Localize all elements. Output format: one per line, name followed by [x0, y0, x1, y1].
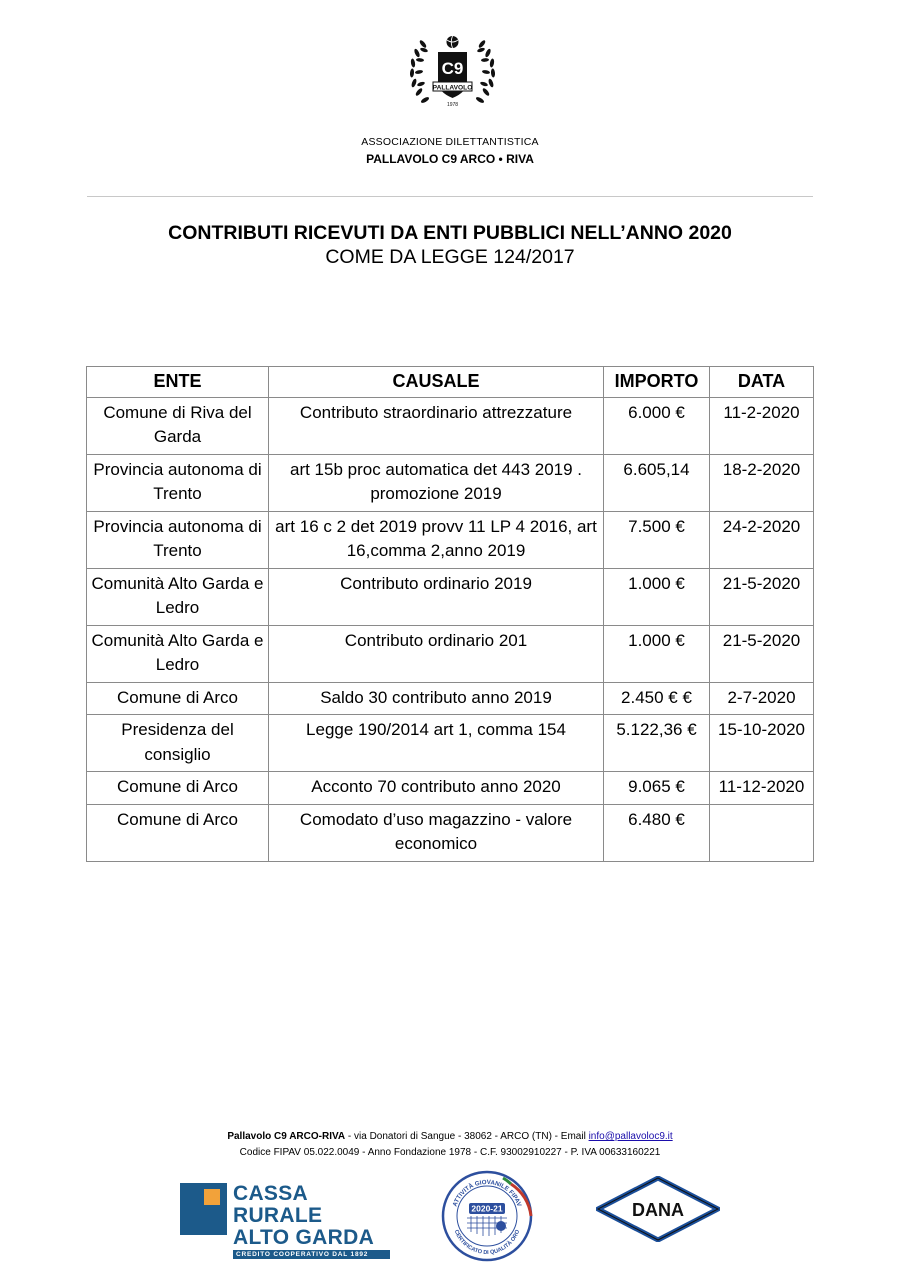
- table-row: [87, 454, 814, 511]
- table-row: [87, 804, 814, 861]
- table-row: [87, 715, 814, 772]
- cell-data: 2-7-2020: [710, 682, 814, 715]
- footer-line-2: Codice FIPAV 05.022.0049 - Anno Fondazione 1978 - C.F. 93002910227 - P. IVA 00633160221: [239, 1147, 661, 1158]
- footer: [0, 1129, 900, 1161]
- document-title: [0, 222, 900, 269]
- fipav-quality-badge: [441, 1170, 533, 1262]
- title-line-2: COME DA LEGGE 124/2017: [325, 246, 575, 268]
- cell-ente: Presidenza del consiglio: [87, 715, 269, 772]
- cell-importo: 1.000 €: [604, 568, 710, 625]
- header-causale: CAUSALE: [269, 367, 604, 398]
- cell-data: 11-2-2020: [710, 397, 814, 454]
- cell-data: 15-10-2020: [710, 715, 814, 772]
- cell-importo: 2.450 € €: [604, 682, 710, 715]
- table-row: [87, 511, 814, 568]
- cell-ente: Provincia autonoma di Trento: [87, 511, 269, 568]
- header-divider: [87, 196, 813, 197]
- footer-email-link[interactable]: info@pallavoloc9.it: [588, 1131, 673, 1142]
- table-header-row: [87, 367, 814, 398]
- footer-address: - via Donatori di Sangue - 38062 - ARCO (TN) - Email: [345, 1131, 589, 1142]
- footer-line-1: [0, 1129, 900, 1145]
- contributions-table: [86, 366, 814, 862]
- cell-ente: Comunità Alto Garda e Ledro: [87, 625, 269, 682]
- cell-causale: Comodato d’uso magazzino - valore economico: [269, 804, 604, 861]
- cell-ente: Comunità Alto Garda e Ledro: [87, 568, 269, 625]
- cell-importo: 7.500 €: [604, 511, 710, 568]
- cell-causale: Acconto 70 contributo anno 2020: [269, 772, 604, 805]
- badge-season: 2020-21: [471, 1203, 503, 1214]
- table-row: [87, 682, 814, 715]
- cell-ente: Comune di Arco: [87, 682, 269, 715]
- cell-importo: 6.000 €: [604, 397, 710, 454]
- header-data: DATA: [710, 367, 814, 398]
- cell-ente: Comune di Arco: [87, 804, 269, 861]
- association-heading: [0, 136, 900, 166]
- cell-ente: Comune di Riva del Garda: [87, 397, 269, 454]
- cassa-line-2: ALTO GARDA: [233, 1226, 375, 1249]
- cell-data: 21-5-2020: [710, 568, 814, 625]
- header-ente: ENTE: [87, 367, 269, 398]
- cell-ente: Comune di Arco: [87, 772, 269, 805]
- dana-logo: [596, 1176, 720, 1242]
- cell-data: [710, 804, 814, 861]
- cell-data: 21-5-2020: [710, 625, 814, 682]
- logo-year: 1978: [446, 102, 459, 108]
- cassa-line-1: CASSA RURALE: [233, 1182, 323, 1227]
- table-row: [87, 397, 814, 454]
- cell-importo: 5.122,36 €: [604, 715, 710, 772]
- cell-causale: Legge 190/2014 art 1, comma 154: [269, 715, 604, 772]
- badge-bottom-text: CERTIFICATO DI QUALITÀ ORO: [452, 1229, 522, 1257]
- cassa-rurale-logo: [180, 1182, 390, 1258]
- c9-pallavolo-logo: [405, 22, 500, 122]
- association-line-1: ASSOCIAZIONE DILETTANTISTICA: [361, 136, 539, 148]
- cell-importo: 6.605,14: [604, 454, 710, 511]
- dana-name: DANA: [632, 1200, 684, 1220]
- cell-data: 18-2-2020: [710, 454, 814, 511]
- cassa-line-3: CREDITO COOPERATIVO DAL 1892: [233, 1250, 390, 1259]
- table-row: [87, 568, 814, 625]
- footer-org: Pallavolo C9 ARCO-RIVA: [227, 1131, 346, 1142]
- cell-importo: 6.480 €: [604, 804, 710, 861]
- ball-icon: [496, 1221, 506, 1231]
- cell-causale: Contributo ordinario 2019: [269, 568, 604, 625]
- table-row: [87, 625, 814, 682]
- logo-subtitle: PALLAVOLO: [432, 84, 473, 92]
- cell-importo: 1.000 €: [604, 625, 710, 682]
- cell-causale: Contributo straordinario attrezzature: [269, 397, 604, 454]
- cell-importo: 9.065 €: [604, 772, 710, 805]
- title-line-1: CONTRIBUTI RICEVUTI DA ENTI PUBBLICI NELL’ANNO 2020: [168, 222, 732, 244]
- badge-top-text: ATTIVITÀ GIOVANILE FIPAV: [451, 1178, 523, 1208]
- cell-causale: art 16 c 2 det 2019 provv 11 LP 4 2016, art 16,comma 2,anno 2019: [269, 511, 604, 568]
- cell-ente: Provincia autonoma di Trento: [87, 454, 269, 511]
- cell-causale: Contributo ordinario 201: [269, 625, 604, 682]
- cell-causale: Saldo 30 contributo anno 2019: [269, 682, 604, 715]
- association-line-2: PALLAVOLO C9 ARCO • RIVA: [366, 152, 534, 166]
- cell-data: 24-2-2020: [710, 511, 814, 568]
- cassa-rurale-mark-icon: [180, 1183, 227, 1235]
- logo-name: C9: [441, 59, 464, 78]
- header-importo: IMPORTO: [604, 367, 710, 398]
- cell-causale: art 15b proc automatica det 443 2019 . promozione 2019: [269, 454, 604, 511]
- cell-data: 11-12-2020: [710, 772, 814, 805]
- table-row: [87, 772, 814, 805]
